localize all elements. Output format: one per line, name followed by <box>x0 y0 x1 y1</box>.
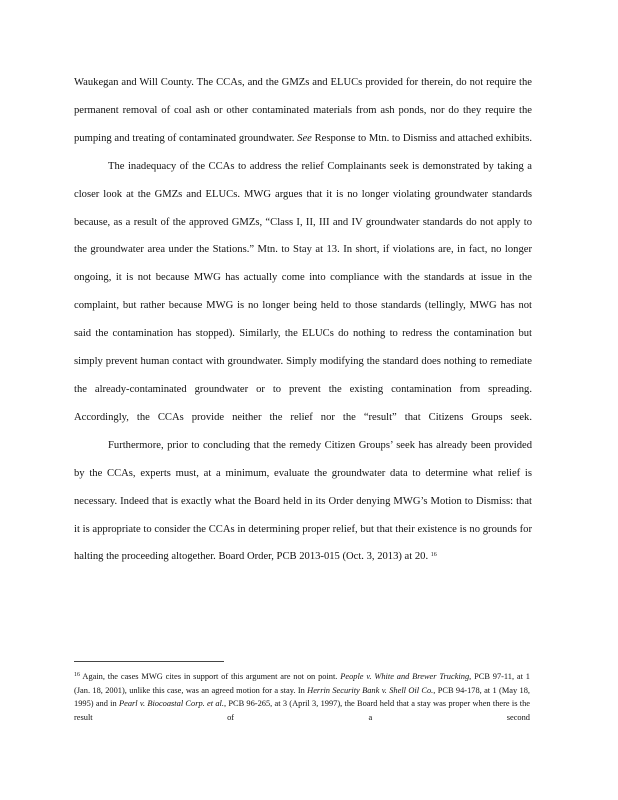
paragraph-2 <box>74 153 532 432</box>
footnote-text <box>74 670 530 724</box>
footnote-text-3: , PCB 94-178, at 1 (May 18, 1995) and in <box>74 685 530 709</box>
body-text <box>74 69 532 571</box>
paragraph-1 <box>74 69 532 153</box>
footnote-text-1: Again, the cases MWG cites in support of this argument are not on point. <box>82 672 338 681</box>
footnote-separator <box>74 661 224 662</box>
footnote-reference: 16 <box>430 552 437 559</box>
paragraph-2-text: The inadequacy of the CCAs to address the relief Complainants seek is demonstrated by taking a closer look at the GMZs and ELUCs. MWG argues that it is no longer violating groundwater standards because, as a result of the approved GMZs, “Class I, II, III and IV groundwater standards do not apply to the groundwater area under the Stations.” Mtn. to Stay at 13. In short, if violations are, in fact, no longer ongoing, it is not because MWG has actually come into compliance with the standards at issue in the complaint, but rather because MWG is no longer being held to those standards (tellingly, MWG has not said the contamination has stopped). Similarly, the ELUCs do nothing to redress the contamination but simply prevent human contact with groundwater. Simply modifying the standard does nothing to remediate the already-contaminated groundwater or to prevent the existing contamination from spreading. Accordingly, the CCAs provide neither the relief nor the “result” that Citizens Groups seek. <box>74 160 532 423</box>
case-name-herrin-security-bank: Herrin Security Bank v. Shell Oil Co. <box>307 685 434 695</box>
case-name-people-v-white: People v. White and Brewer Trucking <box>340 672 470 681</box>
footnote-text-2: , PCB 97-11, at 1 (Jan. 18, 2001), unlike this case, was an agreed motion for a stay. In <box>74 672 530 695</box>
paragraph-3 <box>74 432 532 572</box>
footnote-text-4: , PCB 96-265, at 3 (April 3, 1997), the Board held that a stay was proper when there is the result of a second <box>74 699 530 722</box>
paragraph-1-tail: Response to Mtn. to Dismiss and attached exhibits. <box>314 132 532 144</box>
see-signal: See <box>297 132 312 144</box>
footnote-number: 16 <box>74 672 80 678</box>
footnote-16 <box>74 670 530 724</box>
paragraph-1-text: Waukegan and Will County. The CCAs, and the GMZs and ELUCs provided for therein, do not require the permanent removal of coal ash or other contaminated materials from ash ponds, nor do they require the pumping and treating of contaminated groundwater. <box>74 77 532 144</box>
case-name-pearl-v-biocoastal: Pearl v. Biocoastal Corp. et al. <box>118 699 224 709</box>
paragraph-3-text: Furthermore, prior to concluding that the remedy Citizen Groups’ seek has already been provided by the CCAs, experts must, at a minimum, evaluate the groundwater data to determine what relief is necessary. Indeed that is exactly what the Board held in its Order denying MWG’s Motion to Dismiss: that it is appropriate to consider the CCAs in determining proper relief, but that their existence is no grounds for halting the proceeding altogether. Board Order, PCB 2013-015 (Oct. 3, 2013) at 20. <box>74 439 532 563</box>
